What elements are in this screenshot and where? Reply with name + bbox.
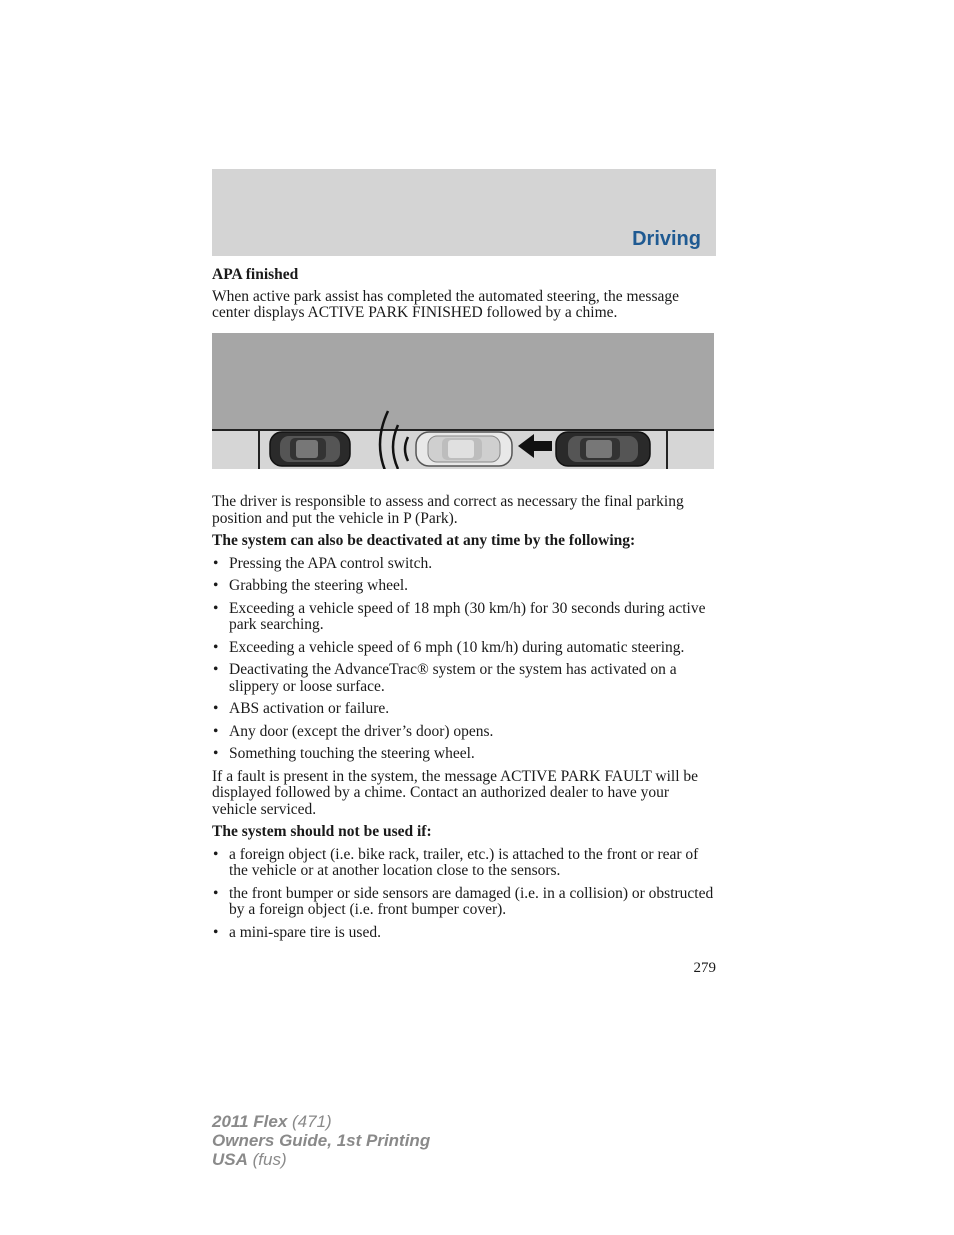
footer-market-code: (fus)	[247, 1150, 287, 1169]
fault-paragraph: If a fault is present in the system, the message ACTIVE PARK FAULT will be displayed followed by a chime. Contact an authorized dealer to have your vehicle serviced.	[212, 767, 699, 818]
section-header-band	[212, 169, 716, 256]
list-item: • a mini-spare tire is used.	[212, 925, 716, 942]
list-item: • Pressing the APA control switch.	[212, 556, 716, 573]
parking-diagram	[212, 333, 714, 469]
parking-illustration	[212, 333, 714, 469]
list-item: • Exceeding a vehicle speed of 18 mph (30 km/h) for 30 seconds during active park searching.	[212, 601, 716, 634]
apa-finished-heading: APA finished	[212, 266, 299, 283]
list-item: • Any door (except the driver’s door) opens.	[212, 724, 716, 741]
driver-responsibility-paragraph: The driver is responsible to assess and correct as necessary the final parking position and put the vehicle in P (Park).	[212, 493, 684, 527]
not-used-heading: The system should not be used if:	[212, 823, 432, 840]
deactivation-list	[212, 556, 716, 763]
list-item: • the front bumper or side sensors are damaged (i.e. in a collision) or obstructed by a foreign object (i.e. front bumper cover).	[212, 886, 716, 919]
document-footer	[212, 1112, 430, 1169]
vehicle-icon	[416, 432, 512, 466]
parked-car-icon	[556, 432, 650, 466]
list-item: • Something touching the steering wheel.	[212, 746, 716, 763]
apa-finished-paragraph: When active park assist has completed the automated steering, the message center displays ACTIVE PARK FINISHED followed by a chime.	[212, 287, 679, 321]
footer-model-code: (471)	[287, 1112, 332, 1131]
footer-line-2: Owners Guide, 1st Printing	[212, 1131, 431, 1150]
parked-car-icon	[270, 432, 350, 466]
footer-market: USA	[212, 1150, 248, 1169]
list-item: • Deactivating the AdvanceTrac® system or the system has activated on a slippery or loose surface.	[212, 662, 716, 695]
section-title: Driving	[632, 228, 701, 250]
list-item: • Exceeding a vehicle speed of 6 mph (10 km/h) during automatic steering.	[212, 640, 716, 657]
footer-line-3	[212, 1150, 430, 1169]
footer-model: 2011 Flex	[212, 1112, 288, 1131]
list-item: • ABS activation or failure.	[212, 701, 716, 718]
list-item: • Grabbing the steering wheel.	[212, 578, 716, 595]
intro-section	[212, 267, 716, 322]
footer-line-1	[212, 1112, 430, 1131]
not-used-list	[212, 847, 716, 942]
page-number: 279	[693, 960, 716, 976]
body-section	[212, 494, 716, 947]
list-item: • a foreign object (i.e. bike rack, trailer, etc.) is attached to the front or rear of the vehicle or at another location close to the sensors.	[212, 847, 716, 880]
deactivation-heading: The system can also be deactivated at any time by the following:	[212, 532, 636, 549]
